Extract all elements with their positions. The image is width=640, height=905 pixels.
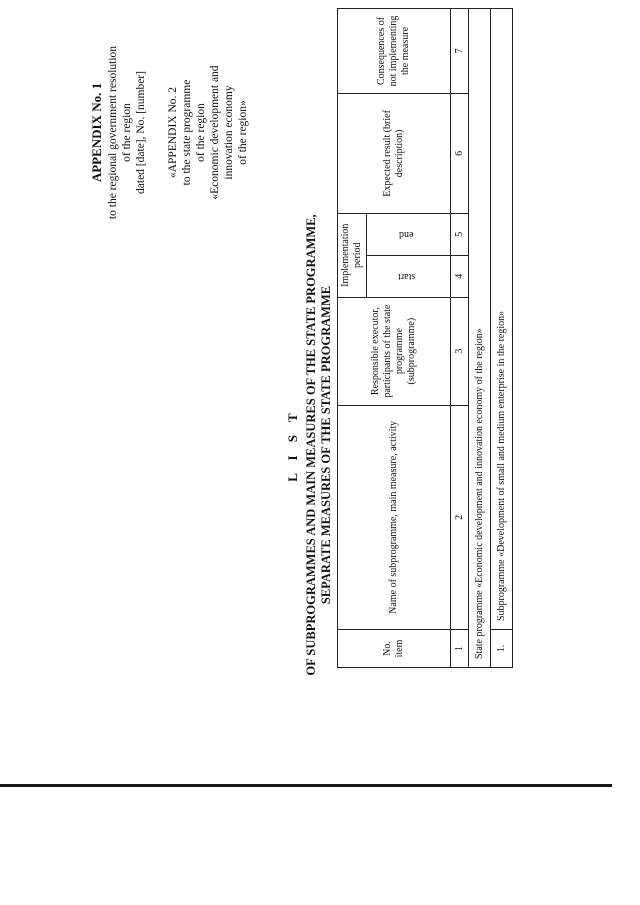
document-caption <box>285 145 334 745</box>
header-name: Name of subprogramme, main measure, activity <box>338 405 451 629</box>
header-consequences: Consequences of not implementing the measure <box>338 9 451 94</box>
num-cell: 1 <box>451 630 469 668</box>
appendix-header <box>90 10 250 255</box>
caption-title: L I S T <box>285 408 300 482</box>
horizontal-rule <box>0 784 612 787</box>
program-row <box>469 9 491 668</box>
header-end: end <box>367 213 451 255</box>
num-cell: 4 <box>451 255 469 297</box>
program-line-2: of the region <box>195 103 207 162</box>
num-cell: 6 <box>451 93 469 213</box>
program-line-3: «Economic development and <box>209 65 221 200</box>
program-line-4: innovation economy <box>223 85 235 180</box>
table-numbering-row <box>451 9 469 668</box>
program-cell: State programme «Economic development and innovation economy of the region» <box>469 9 491 668</box>
header-num: No. item <box>338 630 451 668</box>
table-header-row-1 <box>338 9 367 668</box>
subprogram-row <box>491 9 513 668</box>
appendix-2-title: «APPENDIX No. 2 <box>167 86 179 179</box>
header-start: start <box>367 255 451 297</box>
num-cell: 3 <box>451 297 469 405</box>
num-cell: 5 <box>451 213 469 255</box>
subprogram-num: 1. <box>491 630 513 668</box>
date-line: dated [date], No. [number] <box>135 71 147 194</box>
caption-line-2: SEPARATE MEASURES OF THE STATE PROGRAMME <box>319 285 333 605</box>
measures-table <box>337 8 513 668</box>
header-term: Implementation period <box>338 213 367 297</box>
num-cell: 2 <box>451 405 469 629</box>
program-line-1: to the state programme <box>181 79 193 186</box>
appendix-1-title: APPENDIX No. 1 <box>89 82 104 183</box>
program-line-5: of the region» <box>237 100 249 165</box>
subprogram-cell: Subprogramme «Development of small and medium enterprise in the region» <box>491 9 513 630</box>
num-cell: 7 <box>451 9 469 94</box>
resolution-line: to the regional government resolution <box>107 45 119 220</box>
header-executor: Responsible executor, participants of the state programme (subprogramme) <box>338 297 451 405</box>
header-result: Expected result (brief description) <box>338 93 451 213</box>
caption-line-1: OF SUBPROGRAMMES AND MAIN MEASURES OF THE STATE PROGRAMME, <box>304 214 318 676</box>
region-line: of the region <box>121 103 133 162</box>
